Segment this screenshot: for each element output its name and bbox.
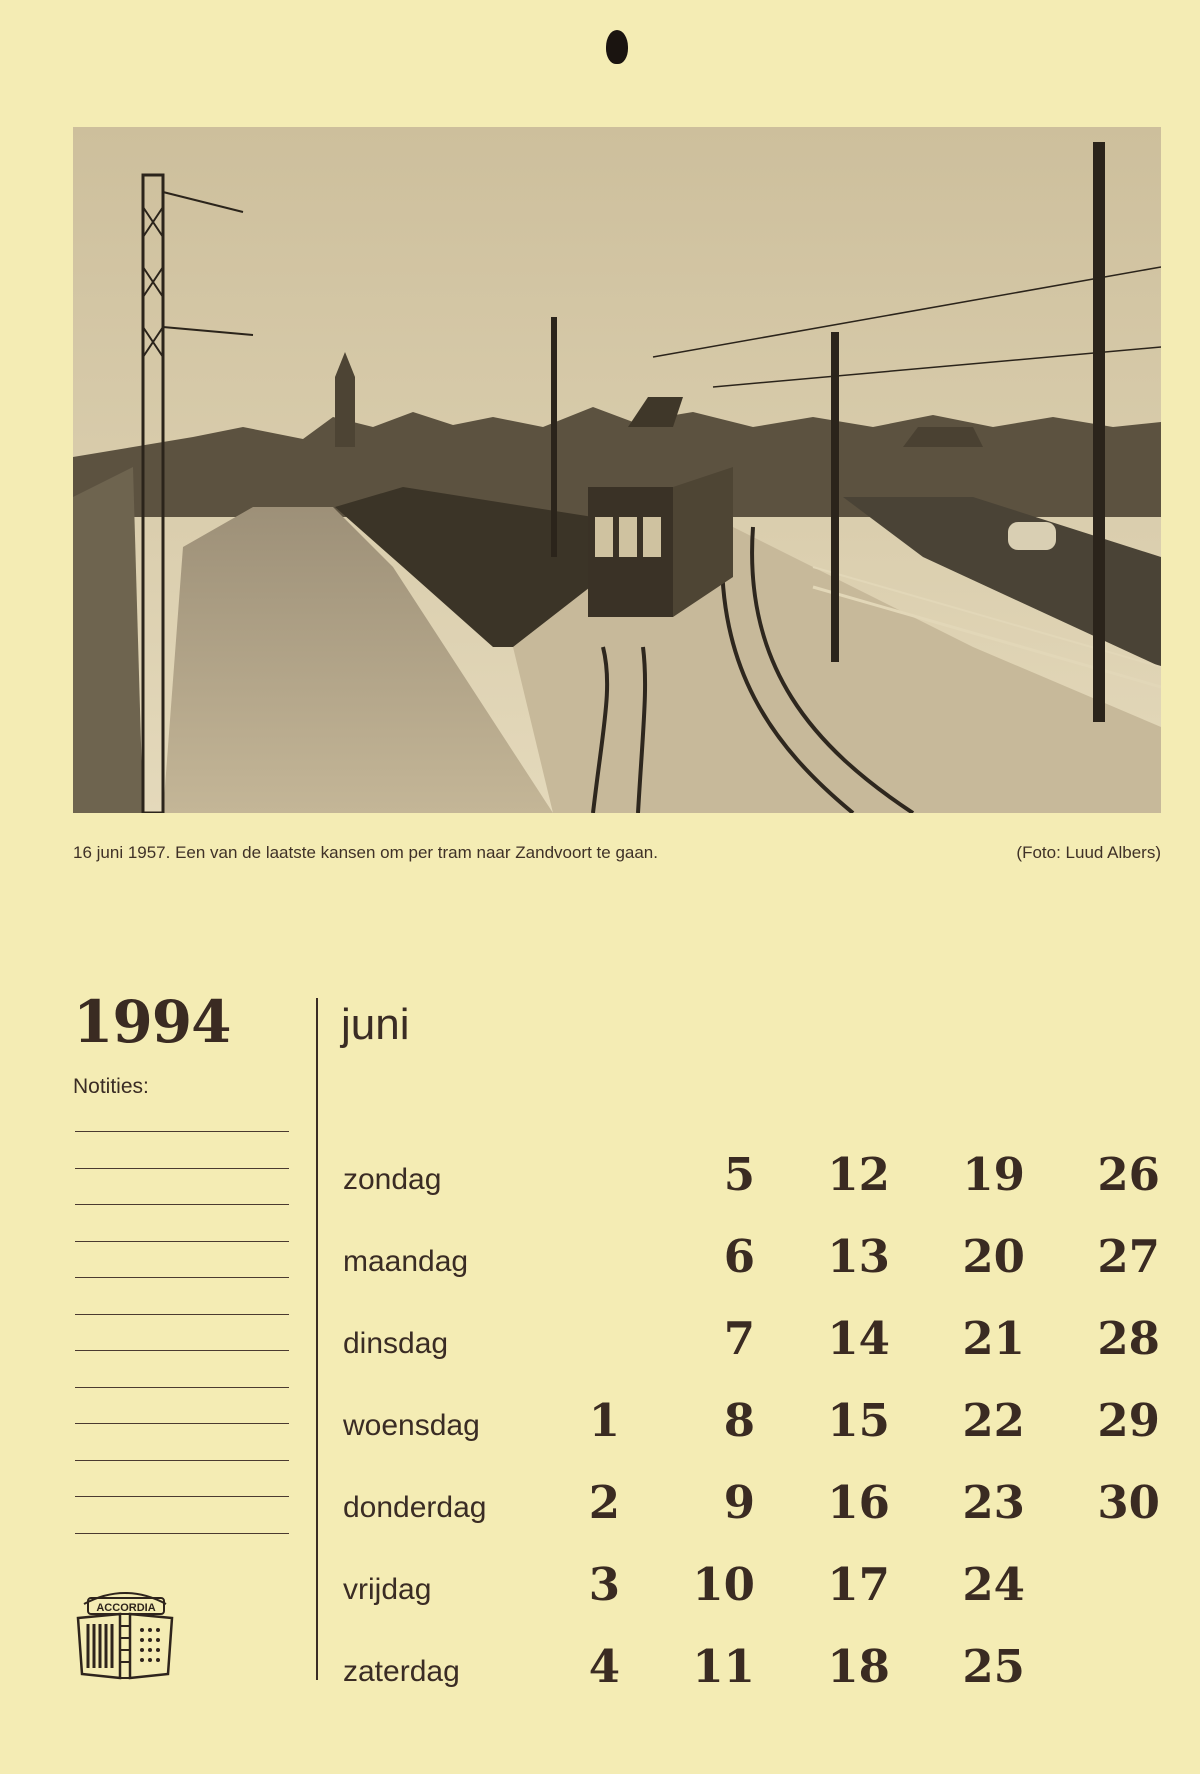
calendar-date: 30 <box>1097 1476 1160 1529</box>
calendar-date: 8 <box>723 1394 755 1447</box>
month-name: juni <box>341 1000 410 1049</box>
calendar-date: 17 <box>827 1558 890 1611</box>
calendar-date: 16 <box>827 1476 890 1529</box>
caption-text: 16 juni 1957. Een van de laatste kansen om per tram naar Zandvoort te gaan. <box>73 843 658 862</box>
note-line <box>75 1533 289 1534</box>
calendar-date: 23 <box>962 1476 1025 1529</box>
accordion-icon <box>70 1574 180 1684</box>
photo-caption <box>73 843 1161 863</box>
calendar-date: 22 <box>962 1394 1025 1447</box>
calendar-date: 7 <box>723 1312 755 1365</box>
weekday-label: woensdag <box>343 1409 480 1442</box>
calendar-date: 29 <box>1097 1394 1160 1447</box>
photo-credit: (Foto: Luud Albers) <box>1016 843 1161 862</box>
calendar-date: 18 <box>827 1640 890 1693</box>
note-line <box>75 1277 289 1278</box>
calendar-date: 1 <box>588 1394 620 1447</box>
calendar-date: 10 <box>692 1558 755 1611</box>
calendar-date: 3 <box>588 1558 620 1611</box>
note-line <box>75 1241 289 1242</box>
calendar-date: 24 <box>962 1558 1025 1611</box>
calendar-date: 26 <box>1097 1148 1160 1201</box>
calendar-year: 1994 <box>73 988 231 1056</box>
calendar-date: 20 <box>962 1230 1025 1283</box>
weekday-label: zondag <box>343 1163 442 1196</box>
hanger-hole <box>606 30 628 64</box>
calendar-date: 21 <box>962 1312 1025 1365</box>
note-line <box>75 1387 289 1388</box>
calendar-date: 2 <box>588 1476 620 1529</box>
weekday-label: dinsdag <box>343 1327 449 1360</box>
calendar-date: 6 <box>723 1230 755 1283</box>
note-line <box>75 1423 289 1424</box>
note-line <box>75 1131 289 1132</box>
calendar-date: 28 <box>1097 1312 1160 1365</box>
logo-text: ACCORDIA <box>96 1602 156 1614</box>
calendar-date: 14 <box>827 1312 890 1365</box>
note-line <box>75 1350 289 1351</box>
note-line <box>75 1204 289 1205</box>
photo-illustration <box>73 127 1161 813</box>
calendar-date: 27 <box>1097 1230 1160 1283</box>
calendar-date: 12 <box>827 1148 890 1201</box>
calendar-date: 15 <box>827 1394 890 1447</box>
weekday-label: donderdag <box>343 1491 487 1524</box>
calendar-date: 5 <box>723 1148 755 1201</box>
calendar-date: 25 <box>962 1640 1025 1693</box>
note-line <box>75 1460 289 1461</box>
weekday-label: vrijdag <box>343 1573 432 1606</box>
calendar-date: 4 <box>588 1640 620 1693</box>
historic-tram-photo <box>73 127 1161 813</box>
notes-label: Notities: <box>73 1075 149 1098</box>
calendar-date: 13 <box>827 1230 890 1283</box>
calendar-date: 11 <box>692 1640 755 1693</box>
weekday-label: maandag <box>343 1245 469 1278</box>
calendar-divider <box>316 998 318 1680</box>
note-line <box>75 1314 289 1315</box>
note-line <box>75 1496 289 1497</box>
calendar-date: 19 <box>962 1148 1025 1201</box>
weekday-label: zaterdag <box>343 1655 460 1688</box>
note-line <box>75 1168 289 1169</box>
calendar-date: 9 <box>723 1476 755 1529</box>
